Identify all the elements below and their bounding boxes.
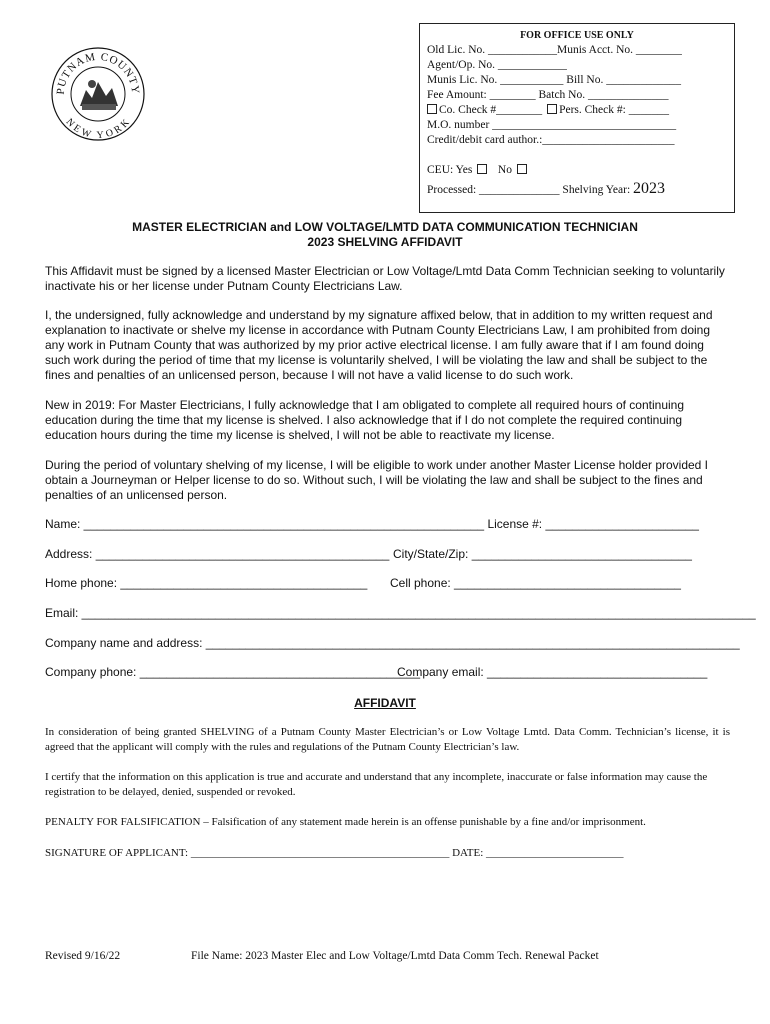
check-line: [427, 104, 669, 116]
name-license-field[interactable]: Name: ____________________________________________________________ License #: _______________________: [45, 517, 699, 531]
fee-amount-line[interactable]: Fee Amount: ________ Batch No. ______________: [427, 89, 669, 101]
processed-label[interactable]: Processed: ______________ Shelving Year:: [427, 184, 631, 196]
seal-icon: [50, 46, 146, 142]
cell-phone-field[interactable]: Cell phone: __________________________________: [390, 576, 681, 590]
ceu-no-label: No: [497, 164, 512, 176]
agent-op-line[interactable]: Agent/Op. No. ____________: [427, 59, 567, 71]
address-field[interactable]: Address: ____________________________________________: [45, 547, 390, 561]
seal-top-text: PUTNAM COUNTY: [54, 50, 142, 96]
company-email-field[interactable]: Company email: _________________________________: [397, 665, 708, 679]
file-name: File Name: 2023 Master Elec and Low Voltage/Lmtd Data Comm Tech. Renewal Packet: [191, 950, 599, 962]
company-phone-field[interactable]: Company phone: __________________________________________: [45, 665, 421, 679]
svg-text:NEW YORK: [64, 117, 133, 142]
co-check-label: Co. Check #________: [439, 104, 543, 116]
county-seal: [50, 46, 146, 142]
affidavit-consideration: In consideration of being granted SHELVING of a Putnam County Master Electrician’s or Low Voltage Lmtd. Data Comm. Technician’s license, it is agreed that the applicant will comply with the rules and regulations of the Putnam County Electrician’s law.: [45, 726, 730, 753]
old-lic-line[interactable]: Old Lic. No. ____________Munis Acct. No. ________: [427, 44, 682, 56]
acknowledgement-paragraph: I, the undersigned, fully acknowledge and understand by my signature affixed below, that in addition to my written request and explanation to inactivate or shelve my license in accordance with Putnam County Electricians Law, I am prohibited from doing any work in Putnam County that was authorized by my prior active electrical license. I am fully aware that if I am found doing such work during the period of time that my license is voluntarily shelved, I will be violating the law and shall be subject to the fines and penalties of an unlicensed person, because I will not have a valid license to do such work.: [45, 308, 713, 382]
office-use-title: FOR OFFICE USE ONLY: [520, 30, 634, 41]
munis-lic-line[interactable]: Munis Lic. No. ___________ Bill No. _____________: [427, 74, 681, 86]
intro-paragraph: This Affidavit must be signed by a licensed Master Electrician or Low Voltage/Lmtd Data Comm Technician seeking to voluntarily inactivate his or her license under Putnam County Electricians Law.: [45, 264, 725, 293]
revised-date: Revised 9/16/22: [45, 950, 121, 962]
company-address-field[interactable]: Company name and address: ________________________________________________________________________________: [45, 636, 740, 650]
pers-check-label: Pers. Check #: _______: [559, 104, 669, 116]
credit-card-line[interactable]: Credit/debit card author.:_______________________: [427, 134, 675, 146]
ceu-line: [427, 164, 529, 176]
affidavit-certify: I certify that the information on this application is true and accurate and understand that any incomplete, inaccurate or false information may cause the registration to be delayed, denied, suspended or revoked.: [45, 771, 708, 798]
ceu-yes-label: CEU: Yes: [427, 164, 473, 176]
ceu-no-checkbox[interactable]: [517, 164, 527, 174]
affidavit-heading: AFFIDAVIT: [354, 696, 416, 710]
processed-line: [427, 180, 665, 198]
voluntary-shelving-paragraph: During the period of voluntary shelving of my license, I will be eligible to work under another Master License holder provided I obtain a Journeyman or Helper license to do so. Without such, I will be violating the law and shall be subject to the fines and penalties of an unlicensed person.: [45, 458, 709, 502]
pers-check-checkbox[interactable]: [547, 104, 557, 114]
penalty-statement: PENALTY FOR FALSIFICATION – Falsification of any statement made herein is an offense punishable by a fine and/or imprisonment.: [45, 816, 646, 828]
office-use-box: [419, 23, 735, 213]
co-check-checkbox[interactable]: [427, 104, 437, 114]
shelving-year: 2023: [633, 180, 666, 197]
home-phone-field[interactable]: Home phone: _____________________________________: [45, 576, 368, 590]
form-title-line1: MASTER ELECTRICIAN and LOW VOLTAGE/LMTD DATA COMMUNICATION TECHNICIAN: [132, 220, 638, 234]
form-title-line2: 2023 SHELVING AFFIDAVIT: [307, 235, 463, 249]
continuing-education-paragraph: New in 2019: For Master Electricians, I fully acknowledge that I am obligated to complete all required hours of continuing education during the time that my license is shelved. I also acknowledge that if I do not complete the required continuing education hours during the time my license is shelved, I will not be able to reactivate my license.: [45, 398, 684, 442]
city-state-zip-field[interactable]: City/State/Zip: _________________________________: [393, 547, 692, 561]
ceu-yes-checkbox[interactable]: [477, 164, 487, 174]
seal-bottom-text: NEW YORK: [63, 116, 133, 142]
email-field[interactable]: Email: _____________________________________________________________________________________________________: [45, 606, 756, 620]
signature-date-field[interactable]: SIGNATURE OF APPLICANT: _______________________________________________ DATE: _________________________: [45, 847, 624, 859]
mo-number-line[interactable]: M.O. number ________________________________: [427, 119, 677, 131]
